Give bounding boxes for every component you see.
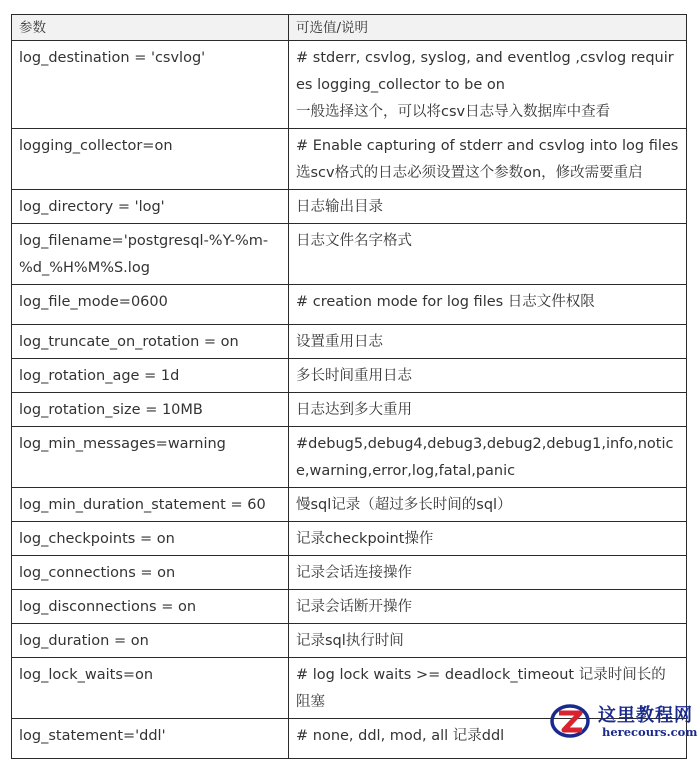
table-row <box>12 359 687 393</box>
description-line: # Enable capturing of stderr and csvlog into log files <box>296 138 679 154</box>
param-cell: log_connections = on <box>12 556 289 590</box>
table-row <box>12 624 687 658</box>
description-cell <box>289 522 687 556</box>
description-cell <box>289 325 687 359</box>
description-line: 一般选择这个，可以将csv日志导入数据库中查看 <box>296 104 611 120</box>
description-line: 记录sql执行时间 <box>296 633 404 649</box>
table-row <box>12 393 687 427</box>
description-line: 设置重用日志 <box>296 334 383 350</box>
description-cell <box>289 190 687 224</box>
site-watermark <box>546 700 697 742</box>
table-row <box>12 522 687 556</box>
table-row <box>12 224 687 285</box>
param-cell: log_statement='ddl' <box>12 719 289 759</box>
description-cell <box>289 41 687 129</box>
header-description: 可选值/说明 <box>289 15 687 41</box>
param-cell: log_disconnections = on <box>12 590 289 624</box>
site-logo-icon <box>550 702 590 740</box>
description-cell <box>289 427 687 488</box>
description-line: 日志达到多大重用 <box>296 402 412 418</box>
param-cell: log_rotation_age = 1d <box>12 359 289 393</box>
description-cell <box>289 285 687 325</box>
param-cell: log_directory = 'log' <box>12 190 289 224</box>
description-line: 记录会话断开操作 <box>296 599 412 615</box>
param-cell: log_destination = 'csvlog' <box>12 41 289 129</box>
param-cell: log_file_mode=0600 <box>12 285 289 325</box>
description-cell <box>289 624 687 658</box>
param-cell: log_rotation_size = 10MB <box>12 393 289 427</box>
parameters-table <box>11 14 687 759</box>
description-line: 日志文件名字格式 <box>296 233 412 249</box>
param-cell: log_duration = on <box>12 624 289 658</box>
watermark-url: herecours.com <box>602 725 697 739</box>
table-row <box>12 556 687 590</box>
table-row <box>12 427 687 488</box>
description-cell <box>289 590 687 624</box>
param-cell: log_filename='postgresql-%Y-%m-%d_%H%M%S.log <box>12 224 289 285</box>
table-row <box>12 325 687 359</box>
description-line: 记录会话连接操作 <box>296 565 412 581</box>
description-line: # stderr, csvlog, syslog, and eventlog ,csvlog requires logging_collector to be on <box>296 50 674 93</box>
description-line: # log lock waits >= deadlock_timeout 记录时间长的阻塞 <box>296 667 666 710</box>
param-cell: log_checkpoints = on <box>12 522 289 556</box>
param-cell: log_min_duration_statement = 60 <box>12 488 289 522</box>
description-line: # none, ddl, mod, all 记录ddl <box>296 728 505 744</box>
table-header-row <box>12 15 687 41</box>
description-cell <box>289 556 687 590</box>
table-row <box>12 129 687 190</box>
description-line: 记录checkpoint操作 <box>296 531 434 547</box>
param-cell: logging_collector=on <box>12 129 289 190</box>
table-row <box>12 190 687 224</box>
description-line: 日志输出目录 <box>296 199 383 215</box>
description-line: 多长时间重用日志 <box>296 368 412 384</box>
description-cell <box>289 224 687 285</box>
header-param: 参数 <box>12 15 289 41</box>
param-cell: log_lock_waits=on <box>12 658 289 719</box>
watermark-title: 这里教程网 <box>598 705 693 726</box>
description-line: # creation mode for log files 日志文件权限 <box>296 294 595 310</box>
description-cell <box>289 359 687 393</box>
description-cell <box>289 393 687 427</box>
description-line: 慢sql记录（超过多长时间的sql） <box>296 497 512 513</box>
table-row <box>12 488 687 522</box>
table-body <box>12 41 687 759</box>
param-cell: log_truncate_on_rotation = on <box>12 325 289 359</box>
param-cell: log_min_messages=warning <box>12 427 289 488</box>
description-line: 选scv格式的日志必须设置这个参数on，修改需要重启 <box>296 165 643 181</box>
table-row <box>12 41 687 129</box>
table-row <box>12 285 687 325</box>
description-cell <box>289 129 687 190</box>
table-row <box>12 590 687 624</box>
description-line: #debug5,debug4,debug3,debug2,debug1,info,notice,warning,error,log,fatal,panic <box>296 436 674 479</box>
description-cell <box>289 488 687 522</box>
